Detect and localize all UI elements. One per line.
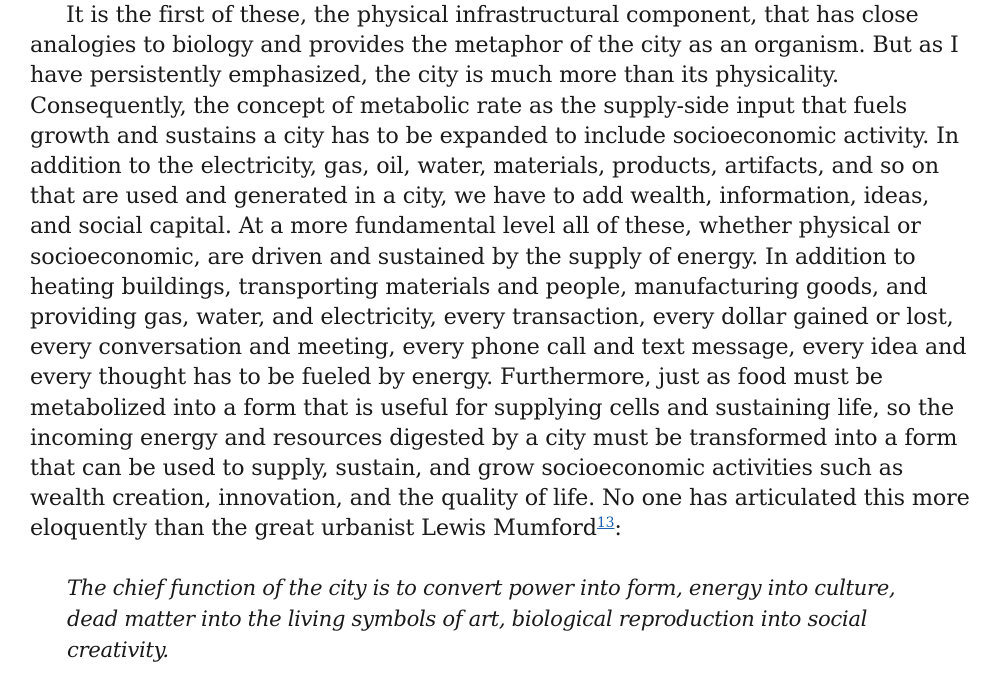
paragraph-line: that can be used to supply, sustain, and grow socioeconomic activities such as: [30, 455, 904, 482]
paragraph-line: have persistently emphasized, the city is much more than its physicality.: [30, 62, 839, 89]
quote-line: The chief function of the city is to convert power into form, energy into culture,: [67, 575, 896, 600]
paragraph-line: wealth creation, innovation, and the quality of life. No one has articulated this more: [30, 485, 970, 512]
paragraph-line: Consequently, the concept of metabolic rate as the supply-side input that fuels: [30, 92, 908, 119]
paragraph-line: addition to the electricity, gas, oil, water, materials, products, artifacts, and so on: [30, 153, 939, 180]
paragraph-line: incoming energy and resources digested by a city must be transformed into a form: [30, 424, 958, 451]
paragraph-line: every conversation and meeting, every phone call and text message, every idea and: [30, 334, 967, 361]
paragraph-last-line-colon: :: [614, 515, 622, 542]
quote-line: dead matter into the living symbols of art, biological reproduction into social: [67, 606, 868, 631]
paragraph-line: analogies to biology and provides the metaphor of the city as an organism. But as I: [30, 32, 959, 59]
paragraph-last-line: [30, 513, 975, 543]
body-paragraph: [30, 0, 975, 544]
mumford-blockquote: [67, 572, 947, 665]
paragraph-line: providing gas, water, and electricity, every transaction, every dollar gained or lost,: [30, 304, 954, 331]
paragraph-line: metabolized into a form that is useful for supplying cells and sustaining life, so the: [30, 394, 955, 421]
paragraph-line: heating buildings, transporting materials and people, manufacturing goods, and: [30, 273, 928, 300]
paragraph-line: socioeconomic, are driven and sustained by the supply of energy. In addition to: [30, 243, 916, 270]
paragraph-line: growth and sustains a city has to be expanded to include socioeconomic activity. In: [30, 122, 959, 149]
paragraph-line: and social capital. At a more fundamental level all of these, whether physical or: [30, 213, 921, 240]
paragraph-line: It is the first of these, the physical infrastructural component, that has close: [66, 2, 919, 28]
quote-line: creativity.: [67, 637, 169, 662]
paragraph-line: every thought has to be fueled by energy. Furthermore, just as food must be: [30, 364, 883, 391]
paragraph-line: that are used and generated in a city, we have to add wealth, information, ideas,: [30, 183, 930, 210]
paragraph-last-line-text: eloquently than the great urbanist Lewis Mumford: [30, 515, 597, 542]
footnote-13-link[interactable]: 13: [596, 515, 615, 532]
